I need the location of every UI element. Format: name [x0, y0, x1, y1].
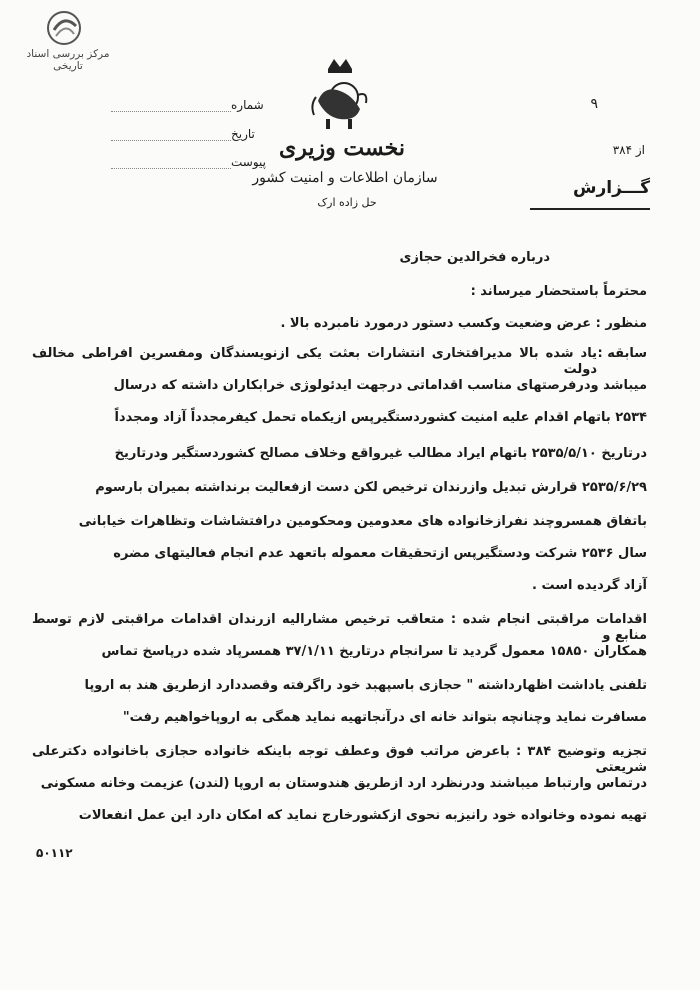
- lion-and-sun-crown-emblem-icon: [300, 55, 380, 135]
- archive-logo-icon: [46, 10, 82, 46]
- corner-mark: ۹: [590, 96, 598, 112]
- background-line: آزاد گردیده است .: [532, 578, 647, 593]
- report-label: گـــزارش: [573, 178, 650, 198]
- watermark-text: مرکز بررسی اسناد تاریخی: [26, 48, 110, 72]
- background-line: یاد شده بالا مدیرافتخاری انتشارات بعثت یکی ازنویسندگان ومفسرین افراطی مخالف دولت: [32, 346, 597, 377]
- background-line: باتفاق همسروچند نفرازخانواده های معدومین ومحکومین درافتشاشات وتظاهرات خیابانی: [78, 514, 647, 529]
- purpose-line: منظور : عرض وضعیت وکسب دستور درمورد نامبرده بالا .: [280, 316, 647, 331]
- date-field: [105, 127, 255, 141]
- archive-watermark: [14, 10, 122, 70]
- subject-line: درباره فخرالدین حجازی: [399, 250, 550, 265]
- reference-number: از ۳۸۴: [612, 143, 645, 157]
- number-field: [105, 98, 264, 112]
- background-line: ۲۵۳۴ باتهام اقدام علیه امنیت کشوردستگیرپس ازیکماه تحمل کیفرمجدداً آزاد ومجدداً: [114, 410, 647, 425]
- actions-line: مسافرت نماید وچنانچه بتواند خانه ای درآنجاتهیه نماید همگی به اروپاخواهیم رفت": [122, 710, 647, 725]
- actions-line: همکاران ۱۵۸۵۰ معمول گردید تا سرانجام درتاریخ ۳۷/۱/۱۱ همسرپاد شده درپاسخ تماس: [101, 644, 647, 659]
- background-label: سابقه :: [597, 346, 647, 361]
- background-line: میباشد ودرفرصتهای مناسب اقداماتی درجهت ایدئولوژی خرابکاران داشته که درسال: [113, 378, 647, 393]
- attachment-field: [105, 155, 266, 169]
- number-label: شماره: [231, 98, 264, 112]
- document-number: ۵۰۱۱۲: [36, 846, 73, 860]
- report-underline: [530, 208, 650, 210]
- background-line: سال ۲۵۳۶ شرکت ودستگیرپس ازتحقیقات معموله باتعهد عدم انجام فعالیتهای مضره: [113, 546, 647, 561]
- salutation: محترماً باستحضار میرساند :: [470, 284, 647, 299]
- analysis-line: تهیه نموده وخانواده خود رانیزبه نحوی ازکشورخارج نماید که امکان دارد این عمل انفعالات: [78, 808, 647, 823]
- agency-title: نخست وزیری: [279, 135, 405, 161]
- actions-line: تلفنی یاداشت اظهارداشته " حجازی باسپهبد خود راگرفته وقصددارد ازطریق هند به اروپا: [84, 678, 647, 693]
- date-label: تاریخ: [231, 127, 255, 141]
- agency-sub-note: حل زاده ارک: [317, 196, 377, 209]
- analysis-line: تجزیه وتوضیح ۳۸۴ : باعرض مراتب فوق وعطف توجه باینکه خانواده حجازی باخانواده دکترعلی شریعتی: [32, 744, 647, 775]
- actions-line: اقدامات مراقبتی انجام شده : متعاقب ترخیص مشارالیه ازرندان اقدامات مراقبتی لازم توسط منابع و: [32, 612, 647, 643]
- attachment-label: پیوست: [231, 155, 266, 169]
- agency-subtitle: سازمان اطلاعات و امنیت کشور: [252, 170, 438, 186]
- background-line: ۲۵۳۵/۶/۲۹ قرارش تبدیل وازرندان ترخیص لکن دست ازفعالیت برنداشته بمیران بارسوم: [95, 480, 647, 495]
- analysis-line: درتماس وارتباط میباشند ودرنظرد ارد ازطریق هندوستان به اروپا (لندن) عزیمت وخانه مسکونی: [40, 776, 647, 791]
- background-line: درتاریخ ۲۵۳۵/۵/۱۰ باتهام ایراد مطالب غیرواقع وخلاف مصالح کشوردستگیر ودرتاریخ: [114, 446, 647, 461]
